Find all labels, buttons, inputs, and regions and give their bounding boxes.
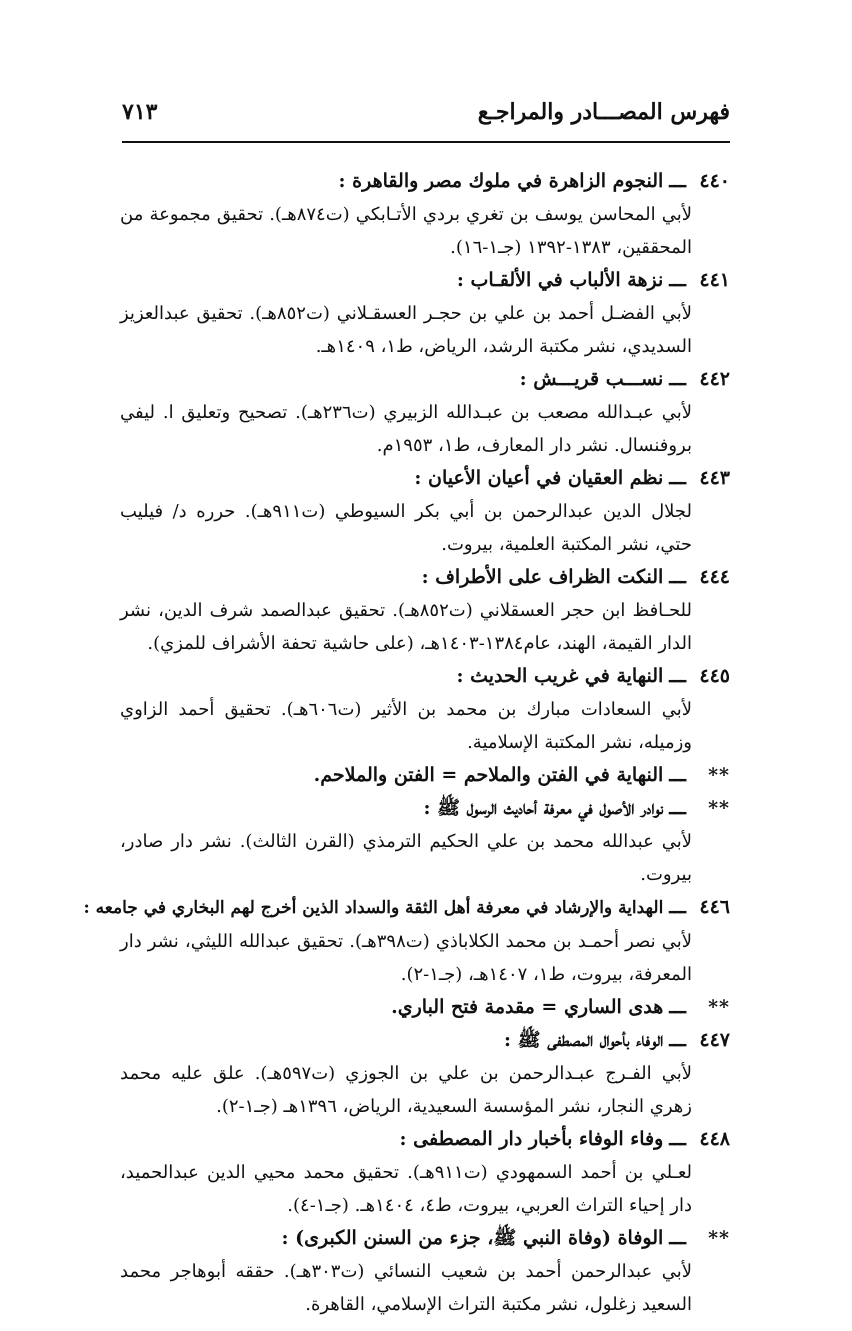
cross-reference-entry bbox=[120, 792, 730, 891]
entry-description: لأبي عبدالله محمد بن علي الحكيم الترمذي (القرن الثالث). نشر دار صادر، بيروت. bbox=[120, 831, 692, 885]
entry-dash: ـــ bbox=[669, 764, 686, 786]
bibliography-entry bbox=[120, 561, 730, 660]
entry-dash: ـــ bbox=[669, 566, 686, 588]
entry-dash: ـــ bbox=[669, 170, 686, 192]
entry-headline bbox=[120, 363, 730, 396]
entry-headline bbox=[83, 891, 730, 925]
bibliography-entry bbox=[120, 660, 730, 759]
entry-number: ٤٤١ bbox=[699, 269, 730, 291]
entry-dash: ـــ bbox=[669, 1029, 686, 1051]
entry-headline bbox=[120, 1222, 730, 1255]
entry-title: النهاية في الفتن والملاحم = الفتن والملاحم. bbox=[313, 764, 664, 786]
entry-headline bbox=[120, 462, 730, 495]
entry-headline bbox=[120, 660, 730, 693]
entry-dash: ـــ bbox=[669, 1227, 686, 1249]
entry-headline bbox=[120, 165, 730, 198]
entry-dash: ـــ bbox=[669, 665, 686, 687]
bibliography-list bbox=[83, 165, 730, 1321]
entry-marker: ** bbox=[708, 764, 730, 786]
header-rule bbox=[122, 141, 730, 143]
entry-description: لأبي عبدالرحمن أحمد بن شعيب النسائي (ت٣٠٣هـ). حققه أبوهاجر محمد السعيد زغلول، نشر مكتبة التراث الإسلامي، القاهرة. bbox=[120, 1261, 693, 1315]
bibliography-entry bbox=[120, 363, 730, 462]
entry-title: الوفاء بأحوال المصطفى ﷺ : bbox=[504, 1029, 664, 1051]
entry-headline bbox=[120, 759, 730, 792]
entry-description: للحـافظ ابن حجر العسقلاني (ت٨٥٢هـ). تحقيق عبدالصمد شرف الدين، نشر الدار القيمة، الهند، عام١٣٨٤-١٤٠٣هـ، (على حاشية تحفة الأشراف للمزي). bbox=[120, 600, 693, 654]
entry-dash: ـــ bbox=[669, 269, 686, 291]
entry-title: الوفاة (وفاة النبي ﷺ، جزء من السنن الكبرى) : bbox=[281, 1227, 664, 1249]
entry-marker: ** bbox=[708, 1227, 730, 1249]
cross-reference-entry bbox=[120, 991, 730, 1024]
entry-title: نوادر الأصول في معرفة أحاديث الرسول ﷺ : bbox=[423, 797, 664, 819]
entry-description: لأبي السعادات مبارك بن محمد بن الأثير (ت٦٠٦هـ). تحقيق أحمد الزاوي وزميله، نشر المكتبة الإسلامية. bbox=[120, 699, 692, 753]
entry-description: لأبي نصر أحمـد بن محمد الكلاباذي (ت٣٩٨هـ). تحقيق عبدالله الليثي، نشر دار المعرفة، بيروت، ط١، ١٤٠٧هـ، (جـ١-٢). bbox=[120, 931, 692, 985]
entry-dash: ـــ bbox=[669, 467, 686, 489]
entry-description: لأبي عبـدالله مصعب بن عبـدالله الزبيري (ت٢٣٦هـ). تصحيح وتعليق ا. ليفي بروفنسال. نشر دار المعارف، ط١، ١٩٥٣م. bbox=[120, 402, 692, 456]
entry-title: نظم العقيان في أعيان الأعيان : bbox=[414, 467, 664, 489]
entry-marker: ** bbox=[708, 996, 730, 1018]
cross-reference-entry bbox=[120, 1222, 730, 1321]
entry-headline bbox=[120, 561, 730, 594]
entry-headline bbox=[120, 1123, 730, 1156]
entry-number: ٤٤٦ bbox=[699, 896, 730, 918]
entry-marker: ** bbox=[708, 797, 730, 819]
entry-title: نزهة الألباب في الألقـاب : bbox=[456, 269, 664, 291]
entry-title: الهداية والإرشاد في معرفة أهل الثقة والسداد الذين أخرج لهم البخاري في جامعه : bbox=[83, 898, 664, 918]
entry-dash: ـــ bbox=[669, 996, 686, 1018]
entry-description: لأبي الفـرج عبـدالرحمن بن علي بن الجوزي (ت٥٩٧هـ). علق عليه محمد زهري النجار، نشر المؤسسة السعيدية، الرياض، ١٣٩٦هـ (جـ١-٢). bbox=[120, 1063, 692, 1117]
page-number: ٧١٣ bbox=[122, 99, 158, 125]
entry-headline bbox=[120, 792, 730, 825]
entry-description: لأبي الفضـل أحمد بن علي بن حجـر العسقـلاني (ت٨٥٢هـ). تحقيق عبدالعزيز السديدي، نشر مكتبة الرشد، الرياض، ط١، ١٤٠٩هـ. bbox=[120, 303, 692, 357]
bibliography-entry bbox=[120, 264, 730, 363]
entry-title: هدى الساري = مقدمة فتح الباري. bbox=[391, 996, 664, 1018]
entry-number: ٤٤٤ bbox=[699, 566, 730, 588]
entry-dash: ـــ bbox=[669, 896, 686, 918]
entry-dash: ـــ bbox=[669, 797, 686, 819]
entry-headline bbox=[120, 264, 730, 297]
entry-dash: ـــ bbox=[669, 1128, 686, 1150]
entry-number: ٤٤٣ bbox=[699, 467, 730, 489]
entry-headline bbox=[120, 991, 730, 1024]
entry-headline bbox=[120, 1024, 730, 1057]
page-header-title: فهرس المصـــادر والمراجـع bbox=[477, 99, 730, 125]
cross-reference-entry bbox=[120, 759, 730, 792]
entry-number: ٤٤٥ bbox=[699, 665, 730, 687]
entry-number: ٤٤٠ bbox=[699, 170, 730, 192]
page-header bbox=[122, 92, 730, 132]
bibliography-entry bbox=[120, 1123, 730, 1222]
entry-dash: ـــ bbox=[669, 368, 686, 390]
entry-description: لجلال الدين عبدالرحمن بن أبي بكر السيوطي (ت٩١١هـ). حرره د/ فيليب حتي، نشر المكتبة العلمية، بيروت. bbox=[120, 501, 692, 555]
entry-description: لأبي المحاسن يوسف بن تغري بردي الأتـابكي (ت٨٧٤هـ). تحقيق مجموعة من المحققين، ١٣٨٣-١٣٩٢ (جـ١-١٦). bbox=[120, 204, 692, 258]
entry-title: النهاية في غريب الحديث : bbox=[456, 665, 664, 687]
entry-title: نســـب قريـــش : bbox=[519, 368, 664, 390]
entry-title: وفاء الوفاء بأخبار دار المصطفى : bbox=[399, 1128, 664, 1150]
bibliography-entry bbox=[83, 891, 730, 991]
entry-number: ٤٤٧ bbox=[699, 1029, 730, 1051]
entry-number: ٤٤٨ bbox=[699, 1128, 730, 1150]
entry-title: النجوم الزاهرة في ملوك مصر والقاهرة : bbox=[338, 170, 664, 192]
entry-description: لعـلي بن أحمد السمهودي (ت٩١١هـ). تحقيق محمد محيي الدين عبدالحميد، دار إحياء التراث العربي، بيروت، ط٤، ١٤٠٤هـ. (جـ١-٤). bbox=[120, 1162, 692, 1216]
entry-title: النكت الظراف على الأطراف : bbox=[421, 566, 664, 588]
bibliography-entry bbox=[120, 462, 730, 561]
bibliography-entry bbox=[120, 165, 730, 264]
bibliography-entry bbox=[120, 1024, 730, 1123]
entry-number: ٤٤٢ bbox=[699, 368, 730, 390]
